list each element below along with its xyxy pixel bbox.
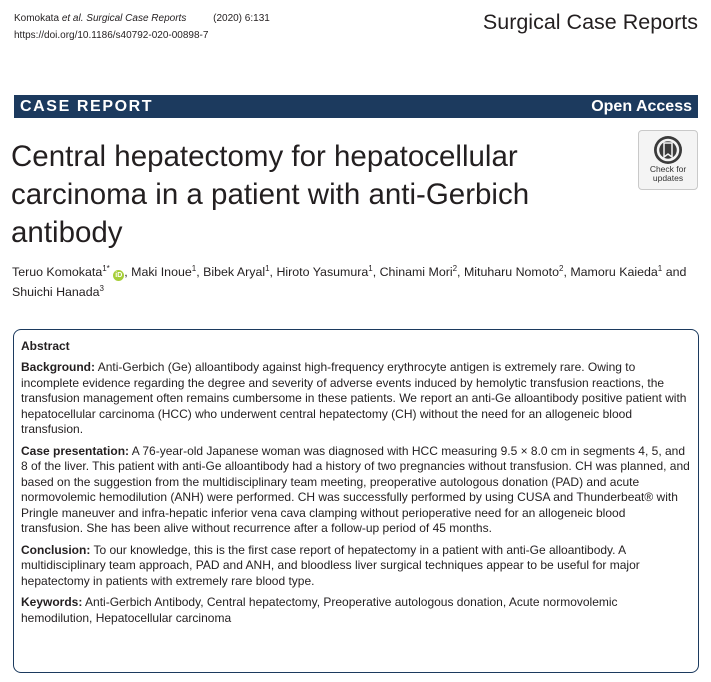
- citation-block: [14, 10, 270, 44]
- abstract-heading: Abstract: [21, 339, 70, 353]
- case-text: A 76-year-old Japanese woman was diagnosed with HCC measuring 9.5 × 8.0 cm in segments 4, 5, and 8 of the liver. This patient with anti-Ge alloantibody had a history of two pregnancies without transfusion. CH was planned, and based on the suggestion from the multidisciplinary team meeting, preoperative autologous donation (PAD) and acute normovolemic hemodilution (ANH) were performed. CH was successfully performed by using CUSA and Thunderbeat® with Pringle maneuver and infra-hepatic inferior vena cava clamping without perioperative need for an allogeneic blood transfusion. She has been alive without recurrence after a follow-up period of 45 months.: [21, 443, 690, 535]
- check-for-updates-button[interactable]: [638, 130, 698, 190]
- author[interactable]: Mamoru Kaieda$^1$: [570, 263, 663, 279]
- background-text: Anti-Gerbich (Ge) alloantibody against high-frequency erythrocyte antigen is extremely rare. Owing to incomplete evidence regarding the degree and severity of adverse events induced by hemolytic transfusion reactions, the transfusion management often remains cumbersome in these patients. We report an anti-Ge alloantibody positive patient with hepatocellular carcinoma (HCC) who underwent central hepatectomy (CH) without the need for an allogeneic blood transfusion.: [21, 360, 687, 436]
- case-label: Case presentation:: [21, 443, 130, 458]
- doi-link[interactable]: https://doi.org/10.1186/s40792-020-00898-7: [14, 30, 209, 41]
- abstract-conclusion: [21, 543, 690, 590]
- check-updates-line1: Check for: [649, 164, 687, 174]
- keywords-label: Keywords:: [21, 595, 83, 609]
- author[interactable]: Chinami Mori$^2$: [379, 263, 458, 279]
- article-type-banner: [14, 95, 698, 118]
- bookmark-icon: [653, 135, 683, 165]
- author[interactable]: Shuichi Hanada$^3$: [12, 283, 104, 299]
- abstract-background: [21, 360, 690, 438]
- conclusion-label: Conclusion:: [21, 542, 91, 557]
- keywords-text: Anti-Gerbich Antibody, Central hepatectomy, Preoperative autologous donation, Acute normovolemic hemodilution, Hepatocellular carcinoma: [21, 595, 618, 625]
- orcid-icon[interactable]: iD: [115, 272, 123, 279]
- author[interactable]: Hiroto Yasumura$^1$: [276, 263, 373, 279]
- background-label: Background:: [21, 360, 96, 374]
- open-access-label: Open Access: [591, 97, 692, 115]
- citation-year-volume: (2020) 6:131: [213, 13, 270, 24]
- author-list: Teruo Komokata$^{1*}$ iD , Maki Inoue$^1$, Bibek Aryal$^1$, Hiroto Yasumura$^1$, Chinami Mori$^2$, Mituharu Nomoto$^2$, Mamoru Kaieda$^1$ and Shuichi Hanada$^3$: [12, 263, 687, 299]
- citation-journal: et al. Surgical Case Reports: [61, 13, 187, 24]
- author[interactable]: Teruo Komokata$^{1*}$: [12, 263, 110, 279]
- conclusion-text: To our knowledge, this is the first case report of hepatectomy in a patient with anti-Ge alloantibody. A multidisciplinary team approach, PAD and ANH, and bloodless liver surgical techniques appear to be useful for major hepatectomy in patients with extremely rare blood type.: [21, 542, 640, 588]
- author[interactable]: Maki Inoue$^1$: [131, 263, 197, 279]
- citation-line: [14, 10, 270, 27]
- author[interactable]: Mituharu Nomoto$^2$: [463, 263, 564, 279]
- author[interactable]: Bibek Aryal$^1$: [203, 263, 270, 279]
- article-title: Central hepatectomy for hepatocellular carcinoma in a patient with anti-Gerbich antibody: [11, 140, 530, 249]
- journal-name: Surgical Case Reports: [482, 10, 698, 34]
- article-type: CASE REPORT: [20, 97, 154, 115]
- abstract-box: [13, 329, 699, 673]
- check-updates-line2: updates: [652, 173, 684, 183]
- abstract-case-presentation: [21, 444, 690, 537]
- abstract-keywords: [21, 595, 690, 626]
- citation-authors: Komokata: [14, 13, 62, 24]
